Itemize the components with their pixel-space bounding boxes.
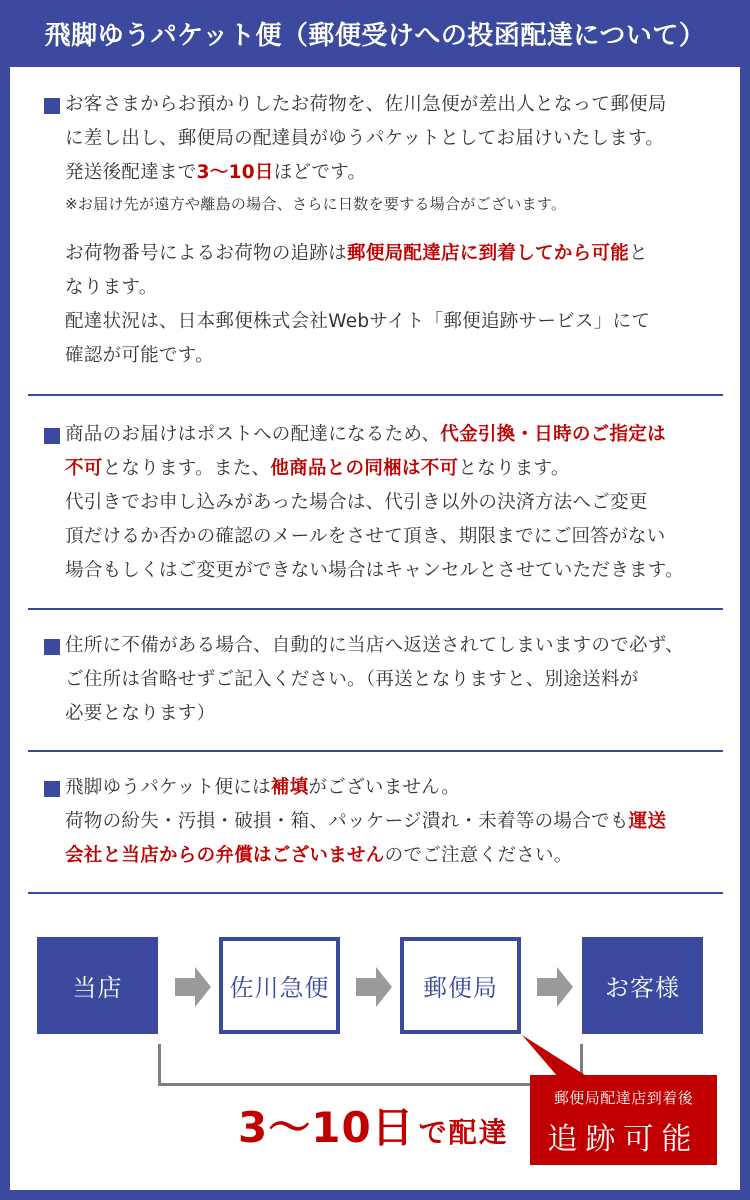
emphasis-text: 代金引換・日時のご指定は [440,424,666,445]
body-text: 飛脚ゆうパケット便には [65,777,271,798]
text-line [65,122,735,156]
section-divider [28,608,723,610]
body-text: 頂だけるか否かの確認のメールをさせて頂き、期限までにご回答がない [65,526,666,547]
bullet-square-icon [44,428,60,444]
flow-step-label: お客様 [605,974,680,1002]
tracking-callout [530,1075,717,1165]
callout-bottom-text: 追跡可能 [547,1122,700,1157]
flow-step-label: 郵便局 [423,974,498,1002]
section-3-text [65,629,735,731]
body-text: に差し出し、郵便局の配達員がゆうパケットとしてお届けいたします。 [65,128,665,149]
bullet-square-icon [44,781,60,797]
body-text: 荷物の紛失・汚損・破損・箱、パッケージ潰れ・未着等の場合でも [65,811,629,832]
right-arrow-icon [537,967,573,1007]
text-line [65,88,735,122]
body-text: 場合もしくはご変更ができない場合はキャンセルとさせていただきます。 [65,560,684,581]
text-line [65,418,735,452]
text-line [65,271,735,305]
duration-bracket [158,1044,161,1086]
text-line [65,156,735,190]
emphasis-text: 郵便局配達店に到着してから可能 [347,243,630,264]
text-line [65,805,735,839]
text-line [65,452,735,486]
body-text: お荷物番号によるお荷物の追跡は [65,243,348,264]
text-line [65,839,735,873]
flow-step-label: 当店 [72,974,123,1002]
content-panel [10,67,740,1190]
section-divider [28,394,723,396]
note-text: ※お届け先が遠方や離島の場合、さらに日数を要する場合がございます。 [65,195,567,213]
emphasis-text: 不可 [65,458,103,479]
body-text: ご住所は省略せずご記入ください。（再送となりますと、別途送料が [65,669,639,690]
section-divider [28,892,723,894]
section-1-tracking-text [65,237,735,373]
section-4-text [65,771,735,873]
text-line [65,520,735,554]
body-text: がございません。 [308,777,461,798]
callout-top-text: 郵便局配達店到着後 [553,1089,694,1107]
page-title: 飛脚ゆうパケット便（郵便受けへの投函配達について） [44,21,706,51]
text-line [65,305,735,339]
body-text: 住所に不備がある場合、自動的に当店へ返送されてしまいますので必ず、 [65,635,684,656]
right-arrow-icon [356,967,392,1007]
body-text: 必要となります） [65,703,216,724]
section-2-text [65,418,735,588]
right-arrow-icon [175,967,211,1007]
body-text: のでご注意ください。 [384,845,573,866]
emphasis-text: 運送 [628,811,667,832]
emphasis-text: 補填 [270,777,309,798]
delivery-duration [238,1095,509,1155]
body-text: 商品のお届けはポストへの配達になるため、 [65,424,441,445]
body-text: となります。また、 [102,458,271,479]
body-text: ほどです。 [273,162,367,183]
body-text: 代引きでお申し込みがあった場合は、代引き以外の決済方法へご変更 [65,492,648,513]
emphasis-text: 3〜10日 [196,162,274,183]
text-line [65,554,735,588]
text-line [65,629,735,663]
text-line [65,486,735,520]
duration-bracket [158,1083,583,1086]
body-text: となります。 [458,458,570,479]
text-line [65,339,735,373]
duration-days: 3〜10日 [238,1103,415,1152]
duration-bracket [580,1044,583,1074]
text-line [65,663,735,697]
section-1-text [65,88,735,218]
body-text: お客さまからお預かりしたお荷物を、佐川急便が差出人となって郵便局 [65,94,667,115]
duration-suffix: で配達 [418,1116,509,1149]
emphasis-text: 他商品との同梱は不可 [270,458,459,479]
text-line [65,697,735,731]
bullet-square-icon [44,98,60,114]
body-text: 配達状況は、日本郵便株式会社Webサイト「郵便追跡サービス」にて [65,311,651,332]
text-line [65,771,735,805]
flow-step-customer [582,937,703,1034]
body-text: と [629,243,648,264]
flow-step-store [37,937,158,1034]
body-text: 確認が可能です。 [65,345,214,366]
body-text: なります。 [65,277,158,298]
flow-step-sagawa [219,937,340,1034]
section-divider [28,750,723,752]
emphasis-text: 会社と当店からの弁償はございません [65,845,385,866]
flow-step-label: 佐川急便 [229,974,330,1002]
flow-step-post-office [400,937,521,1034]
bullet-square-icon [44,639,60,655]
text-line [65,237,735,271]
body-text: 発送後配達まで [65,162,197,183]
